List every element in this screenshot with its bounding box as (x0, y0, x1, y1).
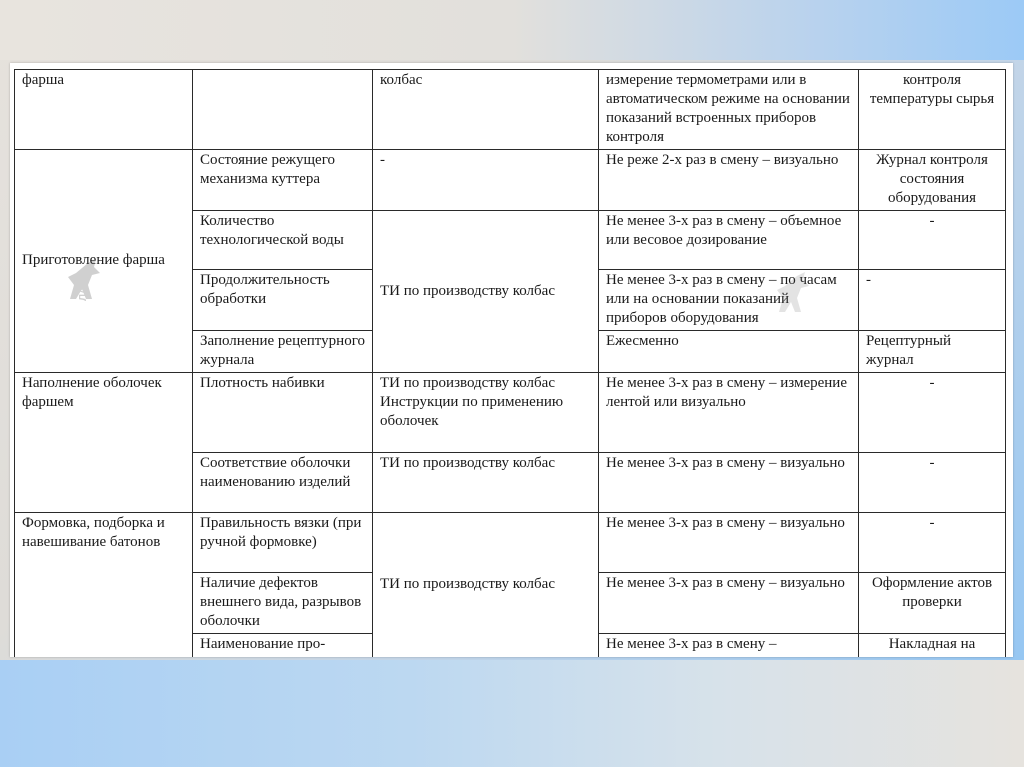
record-cell: Рецептурный журнал (859, 331, 1006, 373)
record-cell: - (859, 373, 1006, 453)
frequency-cell: Не менее 3-х раз в смену – визуально (599, 453, 859, 513)
background-bottom-band (0, 660, 1024, 767)
record-cell: - (859, 211, 1006, 270)
document-cell: ТИ по производству колбас (373, 453, 599, 513)
parameter-cell: Соответствие оболочки наименованию изделий (193, 453, 373, 513)
control-table (14, 69, 1006, 657)
parameter-cell: Состояние режущего механизма куттера (193, 150, 373, 211)
record-cell: Оформление актов проверки (859, 573, 1006, 634)
background-top-band (0, 0, 1024, 60)
stage-cell: Формовка, подборка и навешивание батонов (15, 513, 193, 658)
document-cell: - (373, 150, 599, 211)
frequency-cell: Ежесменно (599, 331, 859, 373)
frequency-cell: Не менее 3-х раз в смену – объемное или весовое дозирование (599, 211, 859, 270)
watermark-text: ЛАНЬ (78, 272, 89, 301)
frequency-cell: Не реже 2-х раз в смену – визуально (599, 150, 859, 211)
parameter-cell: Наличие дефектов внешнего вида, разрывов оболочки (193, 573, 373, 634)
parameter-cell: Продолжительность обработки (193, 270, 373, 331)
frequency-cell: Не менее 3-х раз в смену – визуально (599, 513, 859, 573)
stage-cell: фарша (15, 70, 193, 150)
frequency-cell: Не менее 3-х раз в смену – (599, 634, 859, 658)
record-cell: - (859, 453, 1006, 513)
document-slide (10, 63, 1013, 657)
record-cell: - (859, 513, 1006, 573)
frequency-cell: измерение термометрами или в автоматическом режиме на основании показаний встроенных приборов контроля (599, 70, 859, 150)
record-cell: - (859, 270, 1006, 331)
stage-cell: Наполнение оболочек фаршем (15, 373, 193, 513)
record-cell: Журнал контроля состояния оборудования (859, 150, 1006, 211)
parameter-cell: Количество технологической воды (193, 211, 373, 270)
frequency-cell: Не менее 3-х раз в смену – по часам или на основании показаний приборов оборудования (599, 270, 859, 331)
document-cell: ТИ по производству колбас (373, 211, 599, 373)
record-cell: Накладная на (859, 634, 1006, 658)
table-row (15, 373, 1006, 453)
parameter-cell: Заполнение рецептурного журнала (193, 331, 373, 373)
table-row (15, 150, 1006, 211)
table-row (15, 70, 1006, 150)
table-row (15, 513, 1006, 573)
stage-cell: Приготовление фарша (15, 150, 193, 373)
document-cell: ТИ по производству колбас (373, 513, 599, 658)
parameter-cell: Наименование про- (193, 634, 373, 658)
parameter-cell: Плотность набивки (193, 373, 373, 453)
publisher-watermark-logo (58, 255, 106, 315)
publisher-watermark-logo (767, 268, 815, 328)
parameter-cell (193, 70, 373, 150)
frequency-cell: Не менее 3-х раз в смену – визуально (599, 573, 859, 634)
document-cell: колбас (373, 70, 599, 150)
parameter-cell: Правильность вязки (при ручной формовке) (193, 513, 373, 573)
record-cell: контроля температуры сырья (859, 70, 1006, 150)
frequency-cell: Не менее 3-х раз в смену – измерение лентой или визуально (599, 373, 859, 453)
document-cell: ТИ по производству колбас Инструкции по применению оболочек (373, 373, 599, 453)
